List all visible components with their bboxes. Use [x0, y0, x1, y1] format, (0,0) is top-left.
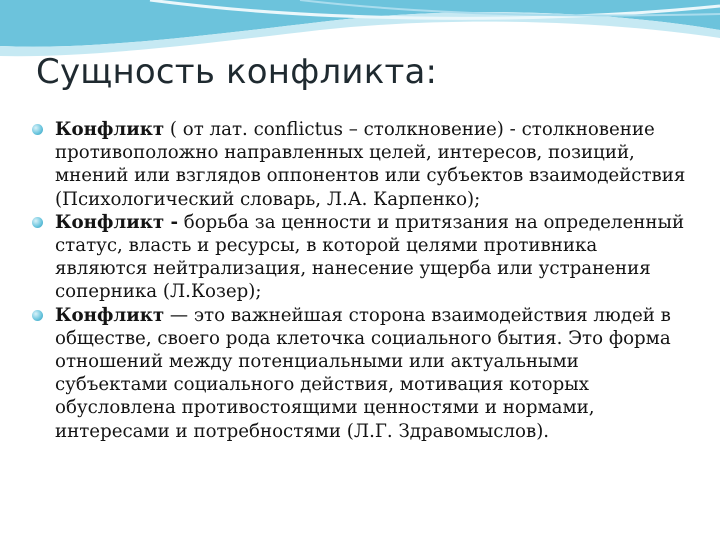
definition-text: борьба за ценности и притязания на определенный статус, власть и ресурсы, в которой целями противника являются нейтрализация, нанесение ущерба или устранения соперника (Л.Козер); [55, 211, 685, 303]
term-label: Конфликт [55, 304, 165, 326]
bullet-dot-icon [32, 124, 43, 135]
list-item [30, 304, 694, 443]
slide-title: Сущность конфликта: [36, 52, 438, 92]
definition-list [30, 118, 694, 443]
bullet-dot-icon [32, 310, 43, 321]
list-item [30, 118, 694, 211]
term-label: Конфликт - [55, 211, 178, 233]
term-label: Конфликт [55, 119, 165, 140]
list-item [30, 211, 694, 304]
definition-text: ( от лат. conflictus – столкновение) - столкновение противоположно направленных целей, интересов, позиций, мнений или взглядов оппонентов или субъектов взаимодействия (Психологический словарь, Л.А. Карпенко); [55, 119, 686, 210]
definition-text: — это важнейшая сторона взаимодействия людей в обществе, своего рода клеточка социального бытия. Это форма отношений между потенциальными или актуальными субъектами социального действия, мотивация которых обусловлена противостоящими ценностями и нормами, интересами и потребностями (Л.Г. Здравомыслов). [55, 304, 671, 442]
bullet-dot-icon [32, 217, 43, 228]
